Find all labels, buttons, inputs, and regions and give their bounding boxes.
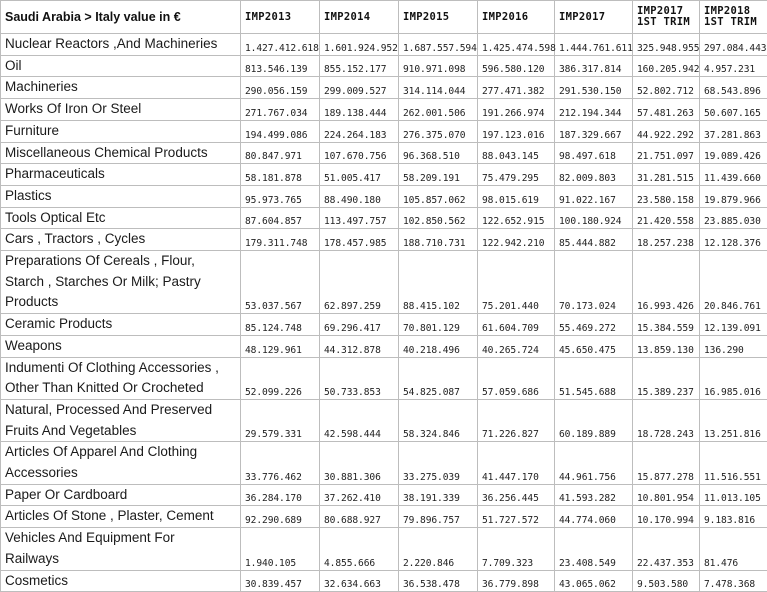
value-cell: 33.275.039: [399, 442, 478, 484]
value-cell: 88.490.180: [320, 185, 399, 207]
value-cell: 98.497.618: [555, 142, 633, 164]
product-name: Articles Of Stone , Plaster, Cement: [5, 506, 240, 527]
value-cell: 61.604.709: [478, 314, 555, 336]
value-cell: 11.516.551: [700, 442, 767, 484]
value-cell: 105.857.062: [399, 185, 478, 207]
column-header: IMP2016: [478, 1, 555, 34]
value-cell: 11.439.660: [700, 164, 767, 186]
value-cell: 325.948.955: [633, 34, 700, 56]
product-name: Works Of Iron Or Steel: [5, 99, 240, 120]
value-cell: 44.774.060: [555, 506, 633, 528]
value-cell: 88.415.102: [399, 251, 478, 314]
product-name: Cosmetics: [5, 571, 240, 592]
value-cell: 16.993.426: [633, 251, 700, 314]
value-cell: 36.284.170: [241, 484, 320, 506]
product-name: Natural, Processed And Preserved Fruits And Vegetables: [5, 400, 240, 441]
value-cell: 596.580.120: [478, 55, 555, 77]
product-name: Nuclear Reactors ,And Machineries: [5, 34, 240, 55]
value-cell: 21.420.558: [633, 207, 700, 229]
value-cell: 70.801.129: [399, 314, 478, 336]
value-cell: 813.546.139: [241, 55, 320, 77]
value-cell: 53.037.567: [241, 251, 320, 314]
value-cell: 160.205.942: [633, 55, 700, 77]
value-cell: 32.634.663: [320, 570, 399, 592]
value-cell: 30.839.457: [241, 570, 320, 592]
value-cell: 102.850.562: [399, 207, 478, 229]
table-row: [1, 55, 767, 77]
value-cell: 69.296.417: [320, 314, 399, 336]
value-cell: 41.593.282: [555, 484, 633, 506]
value-cell: 82.009.803: [555, 164, 633, 186]
product-name: Pharmaceuticals: [5, 164, 240, 185]
value-cell: 100.180.924: [555, 207, 633, 229]
product-name: Articles Of Apparel And Clothing Accessories: [5, 442, 240, 483]
value-cell: 85.124.748: [241, 314, 320, 336]
table-row: [1, 229, 767, 251]
value-cell: 68.543.896: [700, 77, 767, 99]
value-cell: 98.015.619: [478, 185, 555, 207]
value-cell: 4.957.231: [700, 55, 767, 77]
value-cell: 4.855.666: [320, 528, 399, 570]
value-cell: 299.009.527: [320, 77, 399, 99]
value-cell: 23.580.158: [633, 185, 700, 207]
value-cell: 179.311.748: [241, 229, 320, 251]
value-cell: 40.265.724: [478, 335, 555, 357]
value-cell: 314.114.044: [399, 77, 478, 99]
value-cell: 91.022.167: [555, 185, 633, 207]
table-row: [1, 164, 767, 186]
value-cell: 51.545.688: [555, 357, 633, 399]
product-name-cell: [1, 55, 241, 77]
value-cell: 187.329.667: [555, 120, 633, 142]
value-cell: 1.940.105: [241, 528, 320, 570]
value-cell: 10.170.994: [633, 506, 700, 528]
value-cell: 44.922.292: [633, 120, 700, 142]
table-row: [1, 528, 767, 570]
value-cell: 122.942.210: [478, 229, 555, 251]
value-cell: 136.290: [700, 335, 767, 357]
product-name-cell: [1, 506, 241, 528]
value-cell: 23.885.030: [700, 207, 767, 229]
table-row: [1, 99, 767, 121]
value-cell: 62.897.259: [320, 251, 399, 314]
value-cell: 57.059.686: [478, 357, 555, 399]
value-cell: 58.181.878: [241, 164, 320, 186]
value-cell: 12.139.091: [700, 314, 767, 336]
value-cell: 31.281.515: [633, 164, 700, 186]
value-cell: 54.825.087: [399, 357, 478, 399]
value-cell: 92.290.689: [241, 506, 320, 528]
product-name: Furniture: [5, 121, 240, 142]
value-cell: 9.183.816: [700, 506, 767, 528]
product-name-cell: [1, 357, 241, 399]
product-name-cell: [1, 528, 241, 570]
product-name: Ceramic Products: [5, 314, 240, 335]
value-cell: 122.652.915: [478, 207, 555, 229]
product-name-cell: [1, 207, 241, 229]
table-row: [1, 442, 767, 484]
value-cell: 191.266.974: [478, 99, 555, 121]
value-cell: 57.481.263: [633, 99, 700, 121]
value-cell: 80.688.927: [320, 506, 399, 528]
column-header: IMP2017 1ST TRIM: [633, 1, 700, 34]
value-cell: 55.469.272: [555, 314, 633, 336]
value-cell: 113.497.757: [320, 207, 399, 229]
value-cell: 18.257.238: [633, 229, 700, 251]
value-cell: 291.530.150: [555, 77, 633, 99]
product-name: Indumenti Of Clothing Accessories , Other Than Knitted Or Crocheted: [5, 358, 240, 399]
value-cell: 18.728.243: [633, 399, 700, 441]
value-cell: 60.189.889: [555, 399, 633, 441]
value-cell: 44.312.878: [320, 335, 399, 357]
product-name: Cars , Tractors , Cycles: [5, 229, 240, 250]
table-row: [1, 120, 767, 142]
value-cell: 70.173.024: [555, 251, 633, 314]
value-cell: 79.896.757: [399, 506, 478, 528]
table-row: [1, 207, 767, 229]
table-row: [1, 570, 767, 592]
product-name-cell: [1, 570, 241, 592]
value-cell: 13.251.816: [700, 399, 767, 441]
value-cell: 85.444.882: [555, 229, 633, 251]
value-cell: 45.650.475: [555, 335, 633, 357]
value-cell: 12.128.376: [700, 229, 767, 251]
table-row: [1, 314, 767, 336]
value-cell: 43.065.062: [555, 570, 633, 592]
value-cell: 1.425.474.598: [478, 34, 555, 56]
value-cell: 88.043.145: [478, 142, 555, 164]
value-cell: 42.598.444: [320, 399, 399, 441]
value-cell: 51.727.572: [478, 506, 555, 528]
value-cell: 30.881.306: [320, 442, 399, 484]
value-cell: 52.099.226: [241, 357, 320, 399]
value-cell: 29.579.331: [241, 399, 320, 441]
value-cell: 19.879.966: [700, 185, 767, 207]
table-row: [1, 251, 767, 314]
value-cell: 33.776.462: [241, 442, 320, 484]
product-name: Miscellaneous Chemical Products: [5, 143, 240, 164]
product-name: Vehicles And Equipment For Railways: [5, 528, 240, 569]
product-name: Plastics: [5, 186, 240, 207]
value-cell: 197.123.016: [478, 120, 555, 142]
value-cell: 58.209.191: [399, 164, 478, 186]
product-name-cell: [1, 185, 241, 207]
value-cell: 178.457.985: [320, 229, 399, 251]
product-name: Oil: [5, 56, 240, 77]
value-cell: 15.877.278: [633, 442, 700, 484]
value-cell: 276.375.070: [399, 120, 478, 142]
value-cell: 15.384.559: [633, 314, 700, 336]
value-cell: 21.751.097: [633, 142, 700, 164]
value-cell: 224.264.183: [320, 120, 399, 142]
value-cell: 51.005.417: [320, 164, 399, 186]
value-cell: 20.846.761: [700, 251, 767, 314]
value-cell: 9.503.580: [633, 570, 700, 592]
value-cell: 52.802.712: [633, 77, 700, 99]
value-cell: 188.710.731: [399, 229, 478, 251]
value-cell: 7.478.368: [700, 570, 767, 592]
value-cell: 212.194.344: [555, 99, 633, 121]
value-cell: 75.479.295: [478, 164, 555, 186]
product-name-cell: [1, 99, 241, 121]
product-name-cell: [1, 335, 241, 357]
value-cell: 36.256.445: [478, 484, 555, 506]
column-header: IMP2014: [320, 1, 399, 34]
value-cell: 7.709.323: [478, 528, 555, 570]
product-name-cell: [1, 442, 241, 484]
table-row: [1, 357, 767, 399]
value-cell: 81.476: [700, 528, 767, 570]
column-header: IMP2018 1ST TRIM: [700, 1, 767, 34]
product-name: Machineries: [5, 77, 240, 98]
value-cell: 1.444.761.611: [555, 34, 633, 56]
product-name: Paper Or Cardboard: [5, 485, 240, 506]
value-cell: 15.389.237: [633, 357, 700, 399]
product-name: Tools Optical Etc: [5, 208, 240, 229]
value-cell: 71.226.827: [478, 399, 555, 441]
product-name-cell: [1, 251, 241, 314]
value-cell: 36.779.898: [478, 570, 555, 592]
value-cell: 262.001.506: [399, 99, 478, 121]
value-cell: 10.801.954: [633, 484, 700, 506]
value-cell: 386.317.814: [555, 55, 633, 77]
product-name-cell: [1, 77, 241, 99]
value-cell: 297.084.443: [700, 34, 767, 56]
value-cell: 277.471.382: [478, 77, 555, 99]
product-name-cell: [1, 484, 241, 506]
product-name: Weapons: [5, 336, 240, 357]
value-cell: 50.607.165: [700, 99, 767, 121]
value-cell: 75.201.440: [478, 251, 555, 314]
product-name-cell: [1, 120, 241, 142]
product-name-cell: [1, 34, 241, 56]
table-row: [1, 484, 767, 506]
table-row: [1, 34, 767, 56]
column-header: IMP2015: [399, 1, 478, 34]
value-cell: 1.427.412.618: [241, 34, 320, 56]
value-cell: 194.499.086: [241, 120, 320, 142]
value-cell: 40.218.496: [399, 335, 478, 357]
value-cell: 37.262.410: [320, 484, 399, 506]
value-cell: 38.191.339: [399, 484, 478, 506]
value-cell: 37.281.863: [700, 120, 767, 142]
product-name-cell: [1, 164, 241, 186]
value-cell: 855.152.177: [320, 55, 399, 77]
table-row: [1, 77, 767, 99]
product-name-cell: [1, 314, 241, 336]
value-cell: 1.687.557.594: [399, 34, 478, 56]
value-cell: 107.670.756: [320, 142, 399, 164]
value-cell: 36.538.478: [399, 570, 478, 592]
value-cell: 23.408.549: [555, 528, 633, 570]
product-name-cell: [1, 229, 241, 251]
value-cell: 87.604.857: [241, 207, 320, 229]
value-cell: 19.089.426: [700, 142, 767, 164]
value-cell: 48.129.961: [241, 335, 320, 357]
value-cell: 910.971.098: [399, 55, 478, 77]
column-header: IMP2013: [241, 1, 320, 34]
value-cell: 189.138.444: [320, 99, 399, 121]
value-cell: 11.013.105: [700, 484, 767, 506]
value-cell: 271.767.034: [241, 99, 320, 121]
value-cell: 96.368.510: [399, 142, 478, 164]
value-cell: 290.056.159: [241, 77, 320, 99]
table-row: [1, 399, 767, 441]
value-cell: 41.447.170: [478, 442, 555, 484]
value-cell: 16.985.016: [700, 357, 767, 399]
table-title: Saudi Arabia > Italy value in €: [1, 1, 241, 34]
value-cell: 80.847.971: [241, 142, 320, 164]
product-name-cell: [1, 142, 241, 164]
table-body: [1, 34, 767, 592]
value-cell: 44.961.756: [555, 442, 633, 484]
table-row: [1, 506, 767, 528]
value-cell: 22.437.353: [633, 528, 700, 570]
value-cell: 2.220.846: [399, 528, 478, 570]
column-header: IMP2017: [555, 1, 633, 34]
product-name-cell: [1, 399, 241, 441]
value-cell: 58.324.846: [399, 399, 478, 441]
value-cell: 1.601.924.952: [320, 34, 399, 56]
header-row: [1, 1, 767, 34]
value-cell: 95.973.765: [241, 185, 320, 207]
table-row: [1, 335, 767, 357]
table-row: [1, 185, 767, 207]
value-cell: 50.733.853: [320, 357, 399, 399]
product-name: Preparations Of Cereals , Flour, Starch , Starches Or Milk; Pastry Products: [5, 251, 240, 313]
table-row: [1, 142, 767, 164]
value-cell: 13.859.130: [633, 335, 700, 357]
